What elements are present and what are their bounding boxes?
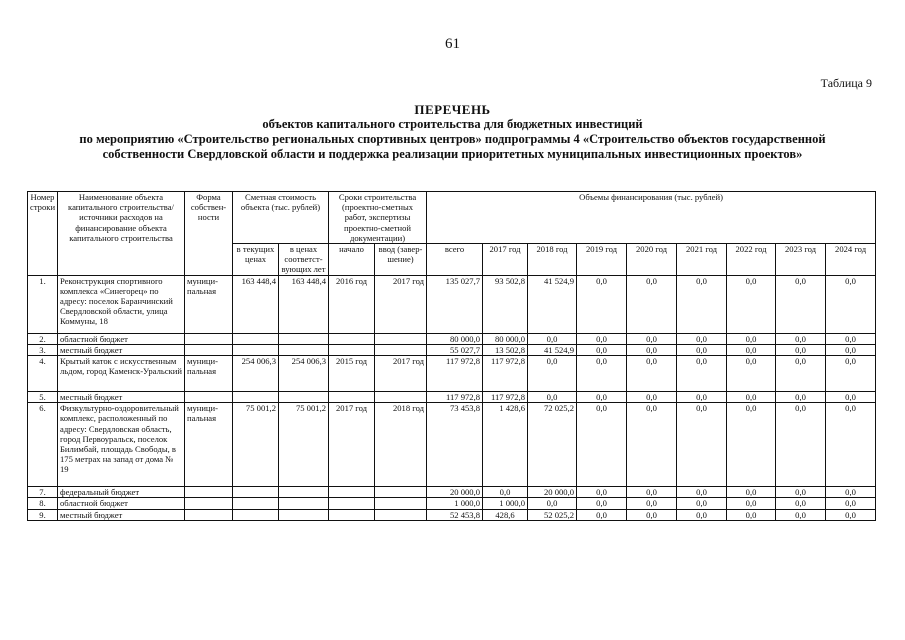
table-row [28,275,876,333]
header-year: 2017 год [483,244,528,276]
total-value: 73 453,8 [427,403,483,487]
year-value: 0,0 [627,498,677,509]
year-value: 0,0 [727,392,776,403]
header-total: всего [427,244,483,276]
cost-current [233,333,279,344]
term-end [375,487,427,498]
total-value: 1 000,0 [427,498,483,509]
year-value: 0,0 [528,498,577,509]
year-value: 0,0 [826,498,876,509]
year-value: 0,0 [577,403,627,487]
row-number: 5. [28,392,58,403]
year-value: 0,0 [528,356,577,392]
year-value: 0,0 [577,392,627,403]
cost-current [233,509,279,520]
term-start: 2016 год [329,275,375,333]
term-start [329,333,375,344]
object-name: областной бюджет [58,333,185,344]
year-value: 0,0 [627,403,677,487]
year-value: 0,0 [577,509,627,520]
year-value: 93 502,8 [483,275,528,333]
year-value: 0,0 [577,487,627,498]
cost-current [233,344,279,355]
document-heading [0,102,905,162]
total-value: 117 972,8 [427,356,483,392]
header-year: 2024 год [826,244,876,276]
year-value: 72 025,2 [528,403,577,487]
year-value: 0,0 [528,333,577,344]
year-value: 428,6 [483,509,528,520]
year-value: 0,0 [577,498,627,509]
table-row [28,344,876,355]
year-value: 0,0 [677,509,727,520]
ownership-form [185,344,233,355]
year-value: 1 428,6 [483,403,528,487]
heading-title: ПЕРЕЧЕНЬ [414,102,491,117]
term-start: 2015 год [329,356,375,392]
year-value: 0,0 [776,403,826,487]
year-value: 0,0 [776,275,826,333]
term-end [375,344,427,355]
term-start: 2017 год [329,403,375,487]
year-value: 0,0 [727,344,776,355]
object-name: Крытый каток с искусственным льдом, город Каменск-Уральский [58,356,185,392]
total-value: 117 972,8 [427,392,483,403]
ownership-form [185,498,233,509]
cost-base [279,344,329,355]
year-value: 0,0 [627,356,677,392]
header-year: 2018 год [528,244,577,276]
year-value: 0,0 [776,333,826,344]
page-number: 61 [445,36,460,52]
ownership-form: муници-пальная [185,403,233,487]
year-value: 0,0 [826,333,876,344]
year-value: 0,0 [776,498,826,509]
row-number: 2. [28,333,58,344]
year-value: 0,0 [727,275,776,333]
row-number: 3. [28,344,58,355]
year-value: 0,0 [677,498,727,509]
header-cost-base: в ценах соответст-вующих лет [279,244,329,276]
object-name: Реконструкция спортивного комплекса «Синегорец» по адресу: поселок Баранчинский Свердловской области, улица Коммуны, 18 [58,275,185,333]
total-value: 80 000,0 [427,333,483,344]
year-value: 0,0 [826,509,876,520]
term-start [329,392,375,403]
row-number: 7. [28,487,58,498]
year-value: 0,0 [776,356,826,392]
cost-current: 75 001,2 [233,403,279,487]
year-value: 0,0 [627,487,677,498]
year-value: 0,0 [776,509,826,520]
year-value: 0,0 [627,275,677,333]
year-value: 0,0 [627,333,677,344]
year-value: 117 972,8 [483,356,528,392]
year-value: 0,0 [677,487,727,498]
header-year: 2019 год [577,244,627,276]
heading-line-3: по мероприятию «Строительство региональных спортивных центров» подпрограммы 4 «Строительство объектов государственной [79,132,826,146]
ownership-form: муници-пальная [185,275,233,333]
year-value: 0,0 [677,403,727,487]
term-end [375,333,427,344]
year-value: 0,0 [727,509,776,520]
table-row [28,333,876,344]
header-cost: Сметная стоимость объекта (тыс. рублей) [233,192,329,244]
row-number: 4. [28,356,58,392]
object-name: Физкультурно-оздоровительный комплекс, расположенный по адресу: Свердловская область, город Первоуральск, поселок Билимбай, площадь Свободы, в 175 метрах на запад от дома № 19 [58,403,185,487]
cost-base [279,498,329,509]
year-value: 0,0 [677,356,727,392]
year-value: 0,0 [577,275,627,333]
header-row [28,192,876,244]
ownership-form [185,392,233,403]
header-term-start: начало [329,244,375,276]
cost-current [233,392,279,403]
year-value: 0,0 [483,487,528,498]
table-row [28,392,876,403]
term-end: 2017 год [375,356,427,392]
row-number: 6. [28,403,58,487]
year-value: 0,0 [528,392,577,403]
year-value: 0,0 [677,344,727,355]
year-value: 0,0 [826,356,876,392]
cost-current: 163 448,4 [233,275,279,333]
year-value: 0,0 [826,275,876,333]
year-value: 0,0 [826,487,876,498]
year-value: 0,0 [627,344,677,355]
ownership-form [185,487,233,498]
total-value: 20 000,0 [427,487,483,498]
term-end [375,509,427,520]
cost-base [279,333,329,344]
term-end [375,498,427,509]
cost-base: 163 448,4 [279,275,329,333]
object-name: местный бюджет [58,344,185,355]
table-label: Таблица 9 [820,76,872,90]
year-value: 0,0 [677,333,727,344]
year-value: 117 972,8 [483,392,528,403]
year-value: 0,0 [727,403,776,487]
cost-current: 254 006,3 [233,356,279,392]
cost-current [233,487,279,498]
term-start [329,498,375,509]
year-value: 0,0 [577,356,627,392]
cost-base: 75 001,2 [279,403,329,487]
heading-line-4: собственности Свердловской области и поддержка реализации приоритетных муниципальных инвестиционных проектов» [102,147,803,161]
year-value: 0,0 [776,344,826,355]
cost-base [279,509,329,520]
year-value: 0,0 [727,498,776,509]
ownership-form [185,509,233,520]
year-value: 41 524,9 [528,344,577,355]
header-name: Наименование объекта капитального строительства/ источники расходов на финансирование объекта капитального строительства [58,192,185,276]
year-value: 52 025,2 [528,509,577,520]
total-value: 135 027,7 [427,275,483,333]
cost-base: 254 006,3 [279,356,329,392]
object-name: областной бюджет [58,498,185,509]
total-value: 55 027,7 [427,344,483,355]
header-terms: Сроки строительства (проектно-сметных работ, экспертизы проектно-сметной документации) [329,192,427,244]
term-end: 2018 год [375,403,427,487]
year-value: 0,0 [577,344,627,355]
row-number: 8. [28,498,58,509]
table-row [28,509,876,520]
table-row [28,356,876,392]
row-number: 9. [28,509,58,520]
header-term-end: ввод (завер-шение) [375,244,427,276]
heading-subtitle: объектов капитального строительства для бюджетных инвестиций [262,117,643,131]
cost-current [233,498,279,509]
term-start [329,487,375,498]
header-year: 2023 год [776,244,826,276]
year-value: 0,0 [776,392,826,403]
year-value: 41 524,9 [528,275,577,333]
ownership-form [185,333,233,344]
table-row [28,487,876,498]
total-value: 52 453,8 [427,509,483,520]
term-end: 2017 год [375,275,427,333]
header-cost-current: в текущих ценах [233,244,279,276]
year-value: 0,0 [677,275,727,333]
year-value: 0,0 [776,487,826,498]
header-year: 2022 год [727,244,776,276]
year-value: 80 000,0 [483,333,528,344]
year-value: 13 502,8 [483,344,528,355]
year-value: 20 000,0 [528,487,577,498]
term-end [375,392,427,403]
investment-table [27,191,876,521]
year-value: 0,0 [577,333,627,344]
year-value: 0,0 [826,392,876,403]
header-form: Форма собствен-ности [185,192,233,276]
year-value: 0,0 [677,392,727,403]
header-num: Номер строки [28,192,58,276]
year-value: 0,0 [627,392,677,403]
year-value: 0,0 [826,403,876,487]
term-start [329,509,375,520]
object-name: федеральный бюджет [58,487,185,498]
table-row [28,403,876,487]
ownership-form: муници-пальная [185,356,233,392]
object-name: местный бюджет [58,392,185,403]
row-number: 1. [28,275,58,333]
header-year: 2020 год [627,244,677,276]
object-name: местный бюджет [58,509,185,520]
header-funding: Объемы финансирования (тыс. рублей) [427,192,876,244]
year-value: 0,0 [727,487,776,498]
year-value: 0,0 [727,333,776,344]
term-start [329,344,375,355]
year-value: 0,0 [727,356,776,392]
cost-base [279,487,329,498]
year-value: 1 000,0 [483,498,528,509]
cost-base [279,392,329,403]
header-year: 2021 год [677,244,727,276]
table-row [28,498,876,509]
year-value: 0,0 [627,509,677,520]
year-value: 0,0 [826,344,876,355]
